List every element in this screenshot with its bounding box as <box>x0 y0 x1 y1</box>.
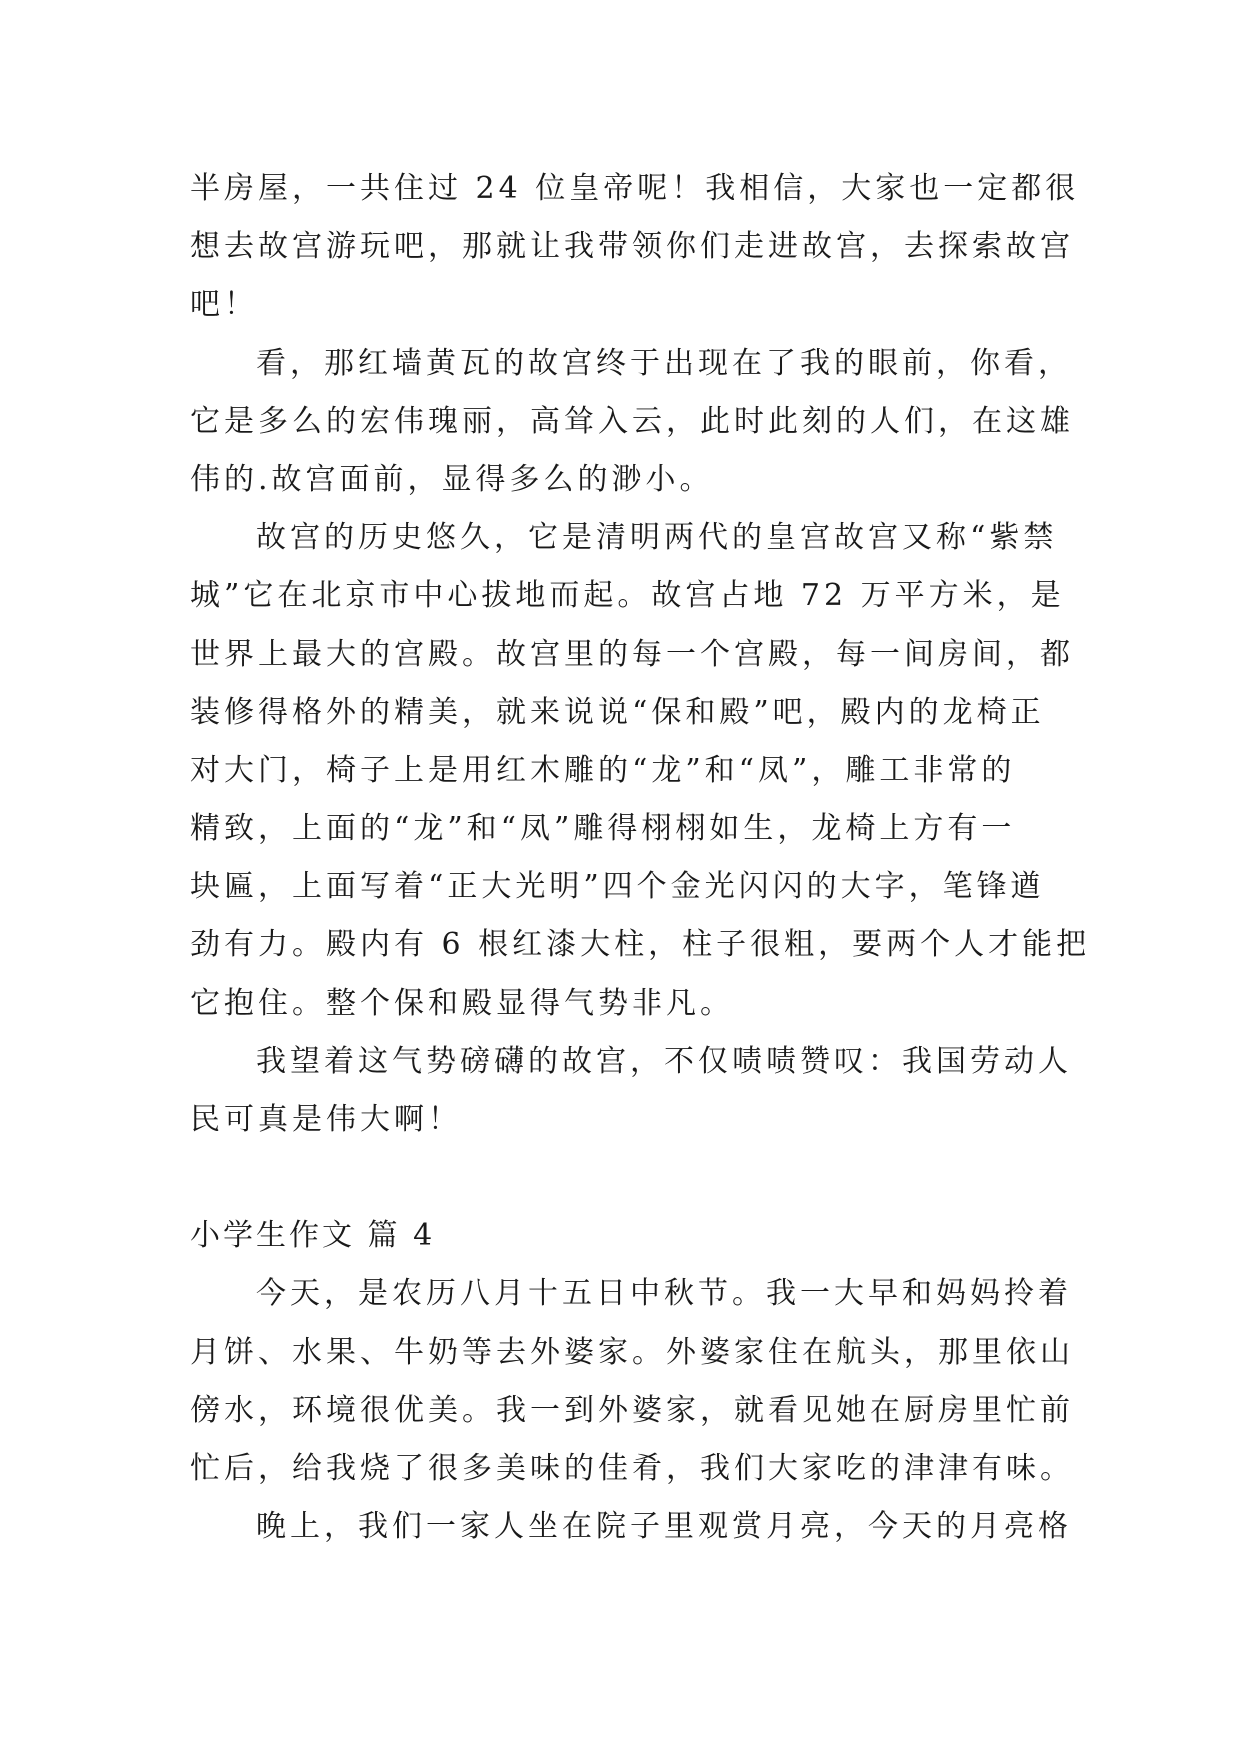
text-line: 民可真是伟大啊！ <box>190 1102 462 1137</box>
text-line: 忙后，给我烧了很多美味的佳肴，我们大家吃的津津有味。 <box>190 1450 1074 1486</box>
paragraph <box>190 1498 1072 1556</box>
section-heading: 小学生作文 篇 4 <box>190 1218 436 1254</box>
text-line: 伟的.故宫面前，显得多么的渺小。 <box>190 461 714 497</box>
paragraph <box>190 160 1080 335</box>
section-spacer <box>190 1149 1060 1207</box>
text-line: 傍水，环境很优美。我一到外婆家，就看见她在厨房里忙前 <box>190 1392 1074 1428</box>
text-line: 它抱住。整个保和殿显得气势非凡。 <box>190 985 734 1021</box>
text-line: 月饼、水果、牛奶等去外婆家。外婆家住在航头，那里依山 <box>190 1334 1074 1370</box>
text-line: 它是多么的宏伟瑰丽，高耸入云，此时此刻的人们，在这雄 <box>190 403 1074 439</box>
text-line: 精致，上面的“龙”和“凤”雕得栩栩如生，龙椅上方有一 <box>190 811 1016 847</box>
paragraph <box>190 1265 1074 1498</box>
text-line: 晚上，我们一家人坐在院子里观赏月亮，今天的月亮格 <box>256 1509 1072 1545</box>
text-line: 故宫的历史悠久，它是清明两代的皇宫故宫又称“紫禁 <box>256 520 1058 556</box>
text-line: 装修得格外的精美，就来说说“保和殿”吧，殿内的龙椅正 <box>190 694 1045 730</box>
text-line: 世界上最大的宫殿。故宫里的每一个宫殿，每一间房间，都 <box>190 636 1074 672</box>
paragraph <box>190 509 1091 1033</box>
text-line: 半房屋，一共住过 24 位皇帝呢！我相信，大家也一定都很 <box>190 171 1080 206</box>
text-line: 城”它在北京市中心拔地而起。故宫占地 72 万平方米，是 <box>190 578 1065 614</box>
text-line: 块匾，上面写着“正大光明”四个金光闪闪的大字，笔锋遒 <box>190 869 1045 905</box>
document-body <box>190 160 1091 1556</box>
text-line: 看，那红墙黄瓦的故宫终于出现在了我的眼前，你看， <box>256 345 1072 381</box>
paragraph <box>190 335 1074 510</box>
text-line: 今天，是农历八月十五日中秋节。我一大早和妈妈拎着 <box>256 1276 1072 1312</box>
text-line: 劲有力。殿内有 6 根红漆大柱，柱子很粗，要两个人才能把 <box>190 927 1091 963</box>
text-line: 吧！ <box>190 287 258 323</box>
paragraph <box>190 1033 1072 1149</box>
text-line: 我望着这气势磅礴的故宫，不仅啧啧赞叹：我国劳动人 <box>256 1043 1072 1079</box>
text-line: 对大门，椅子上是用红木雕的“龙”和“凤”，雕工非常的 <box>190 752 1016 788</box>
text-line: 想去故宫游玩吧，那就让我带领你们走进故宫，去探索故宫 <box>190 229 1074 265</box>
